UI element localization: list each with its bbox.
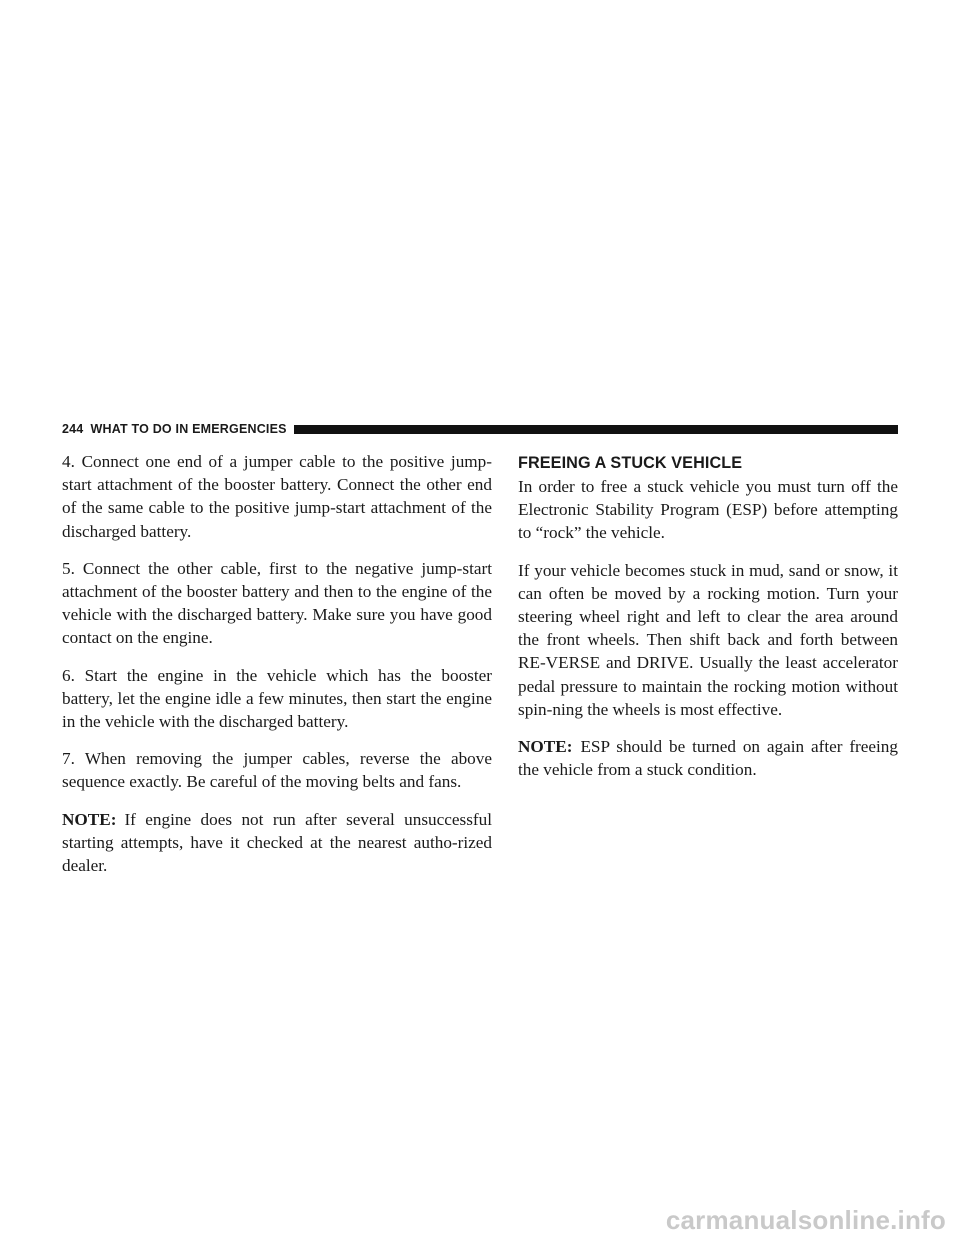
- note-label: NOTE:: [518, 737, 573, 757]
- section-title: WHAT TO DO IN EMERGENCIES: [90, 422, 287, 436]
- note-paragraph: [518, 735, 898, 781]
- rocking-paragraph: If your vehicle becomes stuck in mud, sand or snow, it can often be moved by a rocking motion. Turn your steering wheel right and left to clear the area around the front wheels. Then shift back and forth between RE-VERSE and DRIVE. Usually the least accelerator pedal pressure to maintain the rocking motion without spin-ning the wheels is most effective.: [518, 560, 898, 719]
- note-text: If engine does not run after several unsuccessful starting attempts, have it checked at the nearest autho-rized dealer.: [62, 809, 492, 876]
- running-header: [62, 420, 898, 438]
- header-rule: [294, 425, 898, 434]
- note-paragraph: [62, 808, 492, 878]
- note-label: NOTE:: [62, 809, 117, 829]
- step-4-paragraph: 4. Connect one end of a jumper cable to the positive jump-start attachment of the booster battery. Connect the other end of the same cable to the positive jump-start attachment of the discharged battery.: [62, 452, 492, 541]
- left-column: [62, 450, 492, 891]
- right-column: [518, 450, 898, 795]
- step-5-paragraph: 5. Connect the other cable, first to the negative jump-start attachment of the booster battery and then to the engine of the vehicle with the discharged battery. Make sure you have good contact on the engine.: [62, 558, 492, 648]
- note-text: ESP should be turned on again after freeing the vehicle from a stuck condition.: [518, 737, 898, 780]
- section-heading: FREEING A STUCK VEHICLE: [518, 454, 743, 472]
- intro-paragraph: In order to free a stuck vehicle you must turn off the Electronic Stability Program (ESP) before attempting to “rock” the vehicle.: [518, 477, 898, 543]
- page-number: 244: [62, 422, 84, 436]
- watermark: carmanualsonline.info: [665, 1205, 946, 1235]
- step-6-paragraph: 6. Start the engine in the vehicle which has the booster battery, let the engine idle a few minutes, then start the engine in the vehicle with the discharged battery.: [62, 665, 492, 732]
- step-7-paragraph: 7. When removing the jumper cables, reverse the above sequence exactly. Be careful of the moving belts and fans.: [62, 749, 492, 792]
